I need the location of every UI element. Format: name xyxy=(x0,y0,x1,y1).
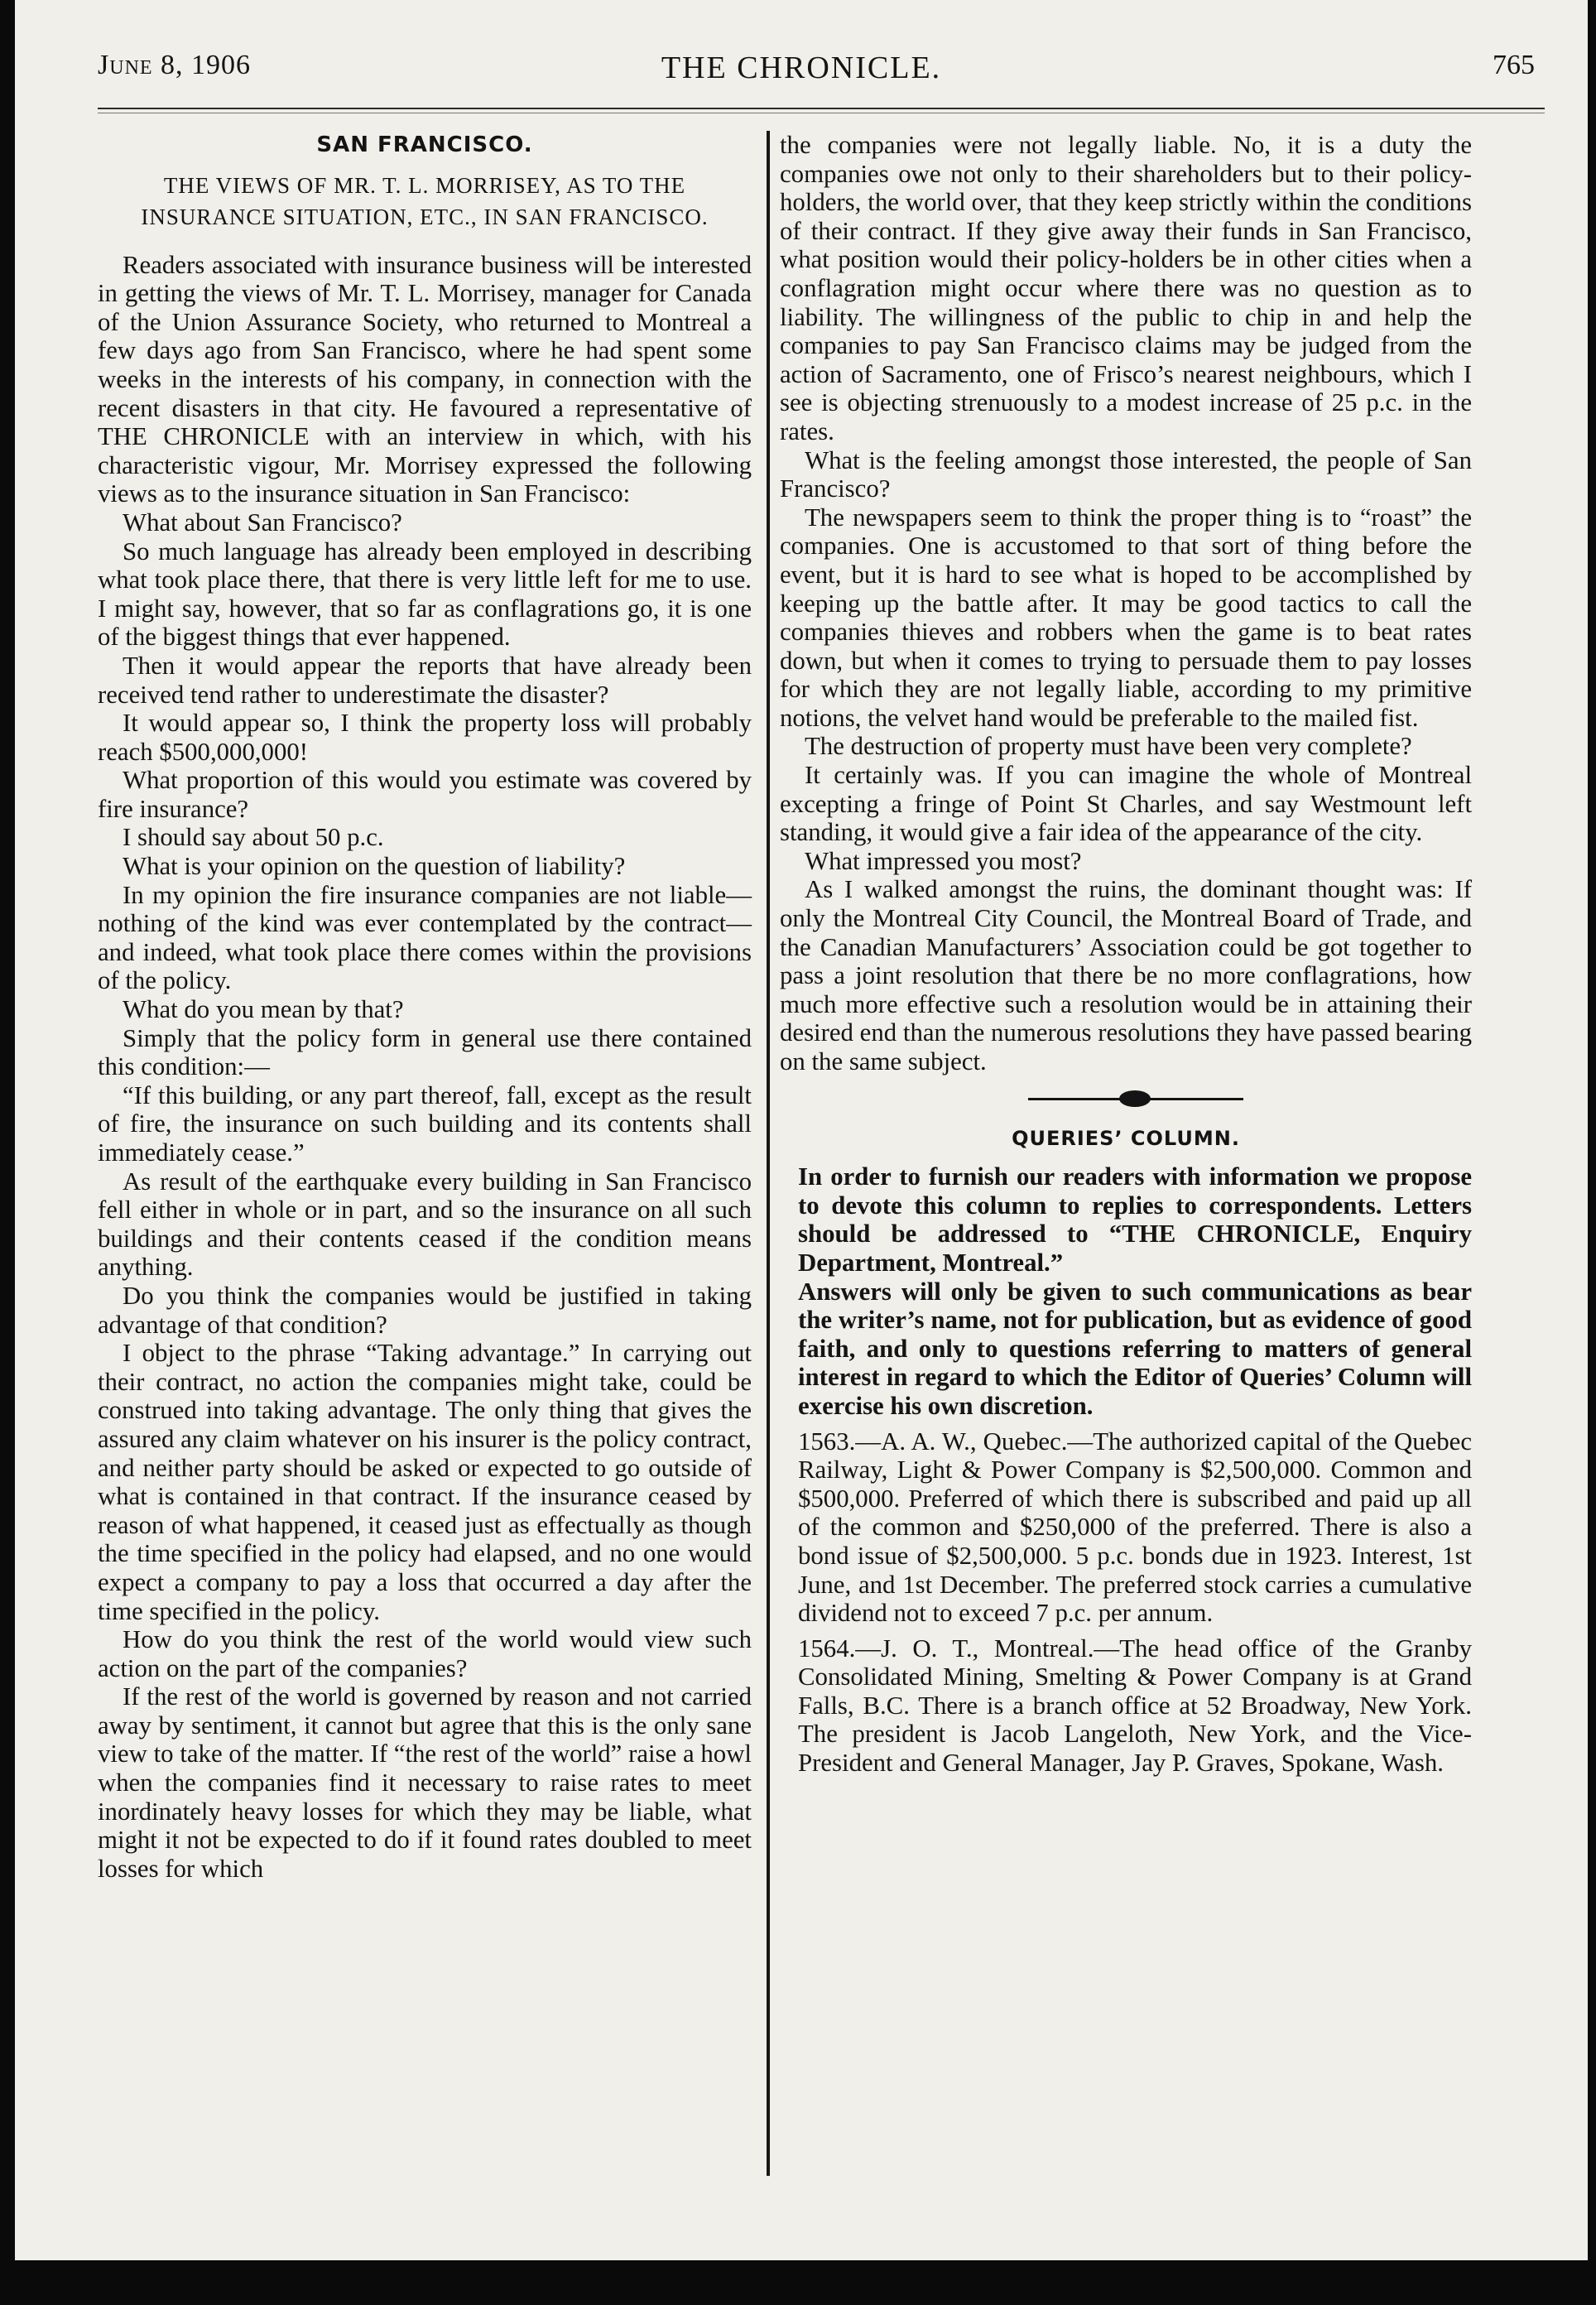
paragraph: What is your opinion on the question of liability? xyxy=(123,852,626,881)
paragraph: What is the feeling amongst those interested, the people of San Francisco? xyxy=(780,445,1472,503)
running-header xyxy=(15,50,1588,91)
page-sheet xyxy=(15,0,1588,2260)
paragraph: It would appear so, I think the property loss will probably reach $500,000,000! xyxy=(98,709,752,766)
header-title: THE CHRONICLE. xyxy=(661,51,942,85)
query-answer: 1564.—J. O. T., Montreal.—The head office of the Granby Consolidated Mining, Smelting & Power Company is at Grand Falls, B.C. There is a branch office at 52 Broadway, New York. The president is Jacob Langeloth, New York, and the Vice-President and General Manager, Jay P. Graves, Spokane, Wash. xyxy=(798,1634,1472,1778)
paragraph: The destruction of property must have been very complete? xyxy=(805,732,1412,761)
section-ornament xyxy=(780,1088,1472,1109)
paragraph: What impressed you most? xyxy=(805,846,1082,875)
paragraph: How do you think the rest of the world would view such action on the part of the companies? xyxy=(98,1625,752,1682)
queries-intro: In order to furnish our readers with information we propose to devote this column to replies to correspondents. Letters should be addressed to “THE CHRONICLE, Enquiry Department, Montreal.” xyxy=(798,1162,1472,1277)
queries-title: QUERIES’ COLUMN. xyxy=(1012,1126,1240,1150)
paragraph: What proportion of this would you estimate was covered by fire insurance? xyxy=(98,766,752,823)
paragraph: the companies were not legally liable. No, it is a duty the companies owe not only to their shareholders but to their policy-holders, the world over, that they keep strictly within the conditions of their contract. If they give away their funds in San Francisco, what position would their policy-holders be in other cities when a conflagration might occur where there was no question as to liability. The willingness of the public to chip in and help the companies to pay San Francisco claims may be judged from the action of Sacramento, one of Frisco’s nearest neighbours, which I see is objecting strenuously to a modest increase of 25 p.c. in the rates. xyxy=(780,131,1472,445)
paragraph: What about San Francisco? xyxy=(123,508,402,537)
header-date: June 8, 1906 xyxy=(98,50,252,80)
quoted-condition: “If this building, or any part thereof, fall, except as the result of fire, the insurance on such building and its contents shall immediately cease.” xyxy=(98,1080,752,1167)
article-title: SAN FRANCISCO. xyxy=(316,132,533,157)
paragraph: Do you think the companies would be justified in taking advantage of that condition? xyxy=(98,1281,752,1339)
queries-intro: Answers will only be given to such communications as bear the writer’s name, not for publication, but as evidence of good faith, and only to questions referring to matters of general interest in regard to which the Editor of Queries’ Column will exercise his own discretion. xyxy=(798,1277,1472,1420)
scan-bottom-edge xyxy=(0,2260,1596,2305)
article-subtitle: THE VIEWS OF MR. T. L. MORRISEY, AS TO THE INSURANCE SITUATION, ETC., IN SAN FRANCISCO. xyxy=(141,172,709,229)
paragraph: So much language has already been employed in describing what took place there, that there is very little left for me to use. I might say, however, that so far as conflagrations go, it is one of the biggest things that ever happened. xyxy=(98,537,752,652)
paragraph: As I walked amongst the ruins, the dominant thought was: If only the Montreal City Council, the Montreal Board of Trade, and the Canadian Manufacturers’ Association could be got together to pass a joint resolution that there be no more conflagrations, how much more effective such a resolution would be in attaining their desired end than the numerous resolutions they have passed bearing on the same subject. xyxy=(780,875,1472,1076)
column-rule xyxy=(767,131,770,2176)
header-page-number: 765 xyxy=(1493,50,1535,80)
paragraph: The newspapers seem to think the proper thing is to “roast” the companies. One is accustomed to that sort of thing before the event, but it is hard to see what is hoped to be accomplished by keeping up the battle after. It may be good tactics to call the companies thieves and robbers when the game is to beat rates down, but when it comes to trying to persuade them to pay losses for which they are not legally liable, according to my primitive notions, the velvet hand would be preferable to the mailed fist. xyxy=(780,503,1472,732)
header-rule xyxy=(98,108,1545,109)
paragraph: It certainly was. If you can imagine the whole of Montreal excepting a fringe of Point St Charles, and say Westmount left standing, it would give a fair idea of the appearance of the city. xyxy=(780,761,1472,847)
query-answer: 1563.—A. A. W., Quebec.—The authorized capital of the Quebec Railway, Light & Power Company is $2,500,000. Common and $500,000. Preferred of which there is subscribed and paid up all of the common and $250,000 of the preferred. There is also a bond issue of $2,500,000. 5 p.c. bonds due in 1923. Interest, 1st June, and 1st December. The preferred stock carries a cumulative dividend not to exceed 7 p.c. per annum. xyxy=(798,1427,1472,1628)
left-column xyxy=(98,131,752,1883)
ornament-dot xyxy=(1119,1090,1151,1107)
paragraph: Then it would appear the reports that have already been received tend rather to underestimate the disaster? xyxy=(98,651,752,709)
paragraph: Readers associated with insurance business will be interested in getting the views of Mr. T. L. Morrisey, manager for Canada of the Union Assurance Society, who returned to Montreal a few days ago from San Francisco, where he had spent some weeks in the interests of his company, in connection with the recent disasters in that city. He favoured a representative of THE CHRONICLE with an interview in which, with his characteristic vigour, Mr. Morrisey expressed the following views as to the insurance situation in San Francisco: xyxy=(98,250,752,508)
paragraph: In my opinion the fire insurance companies are not liable—nothing of the kind was ever contemplated by the contract—and indeed, what took place there comes within the provisions of the policy. xyxy=(98,880,752,995)
paragraph: I object to the phrase “Taking advantage.” In carrying out their contract, no action the companies might take, could be construed into taking advantage. The only thing that gives the assured any claim whatever on his insurer is the policy contract, and neither party should be asked or expected to go outside of what is contained in that contract. If the insurance ceased by reason of what happened, it ceased just as effectually as though the time specified in the policy had elapsed, and no one would expect a company to pay a loss that occurred a day after the time specified in the policy. xyxy=(98,1339,752,1625)
right-column xyxy=(780,131,1472,1778)
paragraph: What do you mean by that? xyxy=(123,995,404,1024)
paragraph: Simply that the policy form in general use there contained this condition:— xyxy=(98,1023,752,1081)
paragraph: As result of the earthquake every building in San Francisco fell either in whole or in part, and so the insurance on all such buildings and their contents ceased if the condition means anything. xyxy=(98,1167,752,1282)
paragraph: If the rest of the world is governed by reason and not carried away by sentiment, it cannot but agree that this is the only sane view to take of the matter. If “the rest of the world” raise a howl when the companies find it necessary to raise rates to meet inordinately heavy losses for which they may be liable, what might it not be expected to do if it found rates doubled to meet losses for which xyxy=(98,1682,752,1883)
paragraph: I should say about 50 p.c. xyxy=(123,823,384,852)
